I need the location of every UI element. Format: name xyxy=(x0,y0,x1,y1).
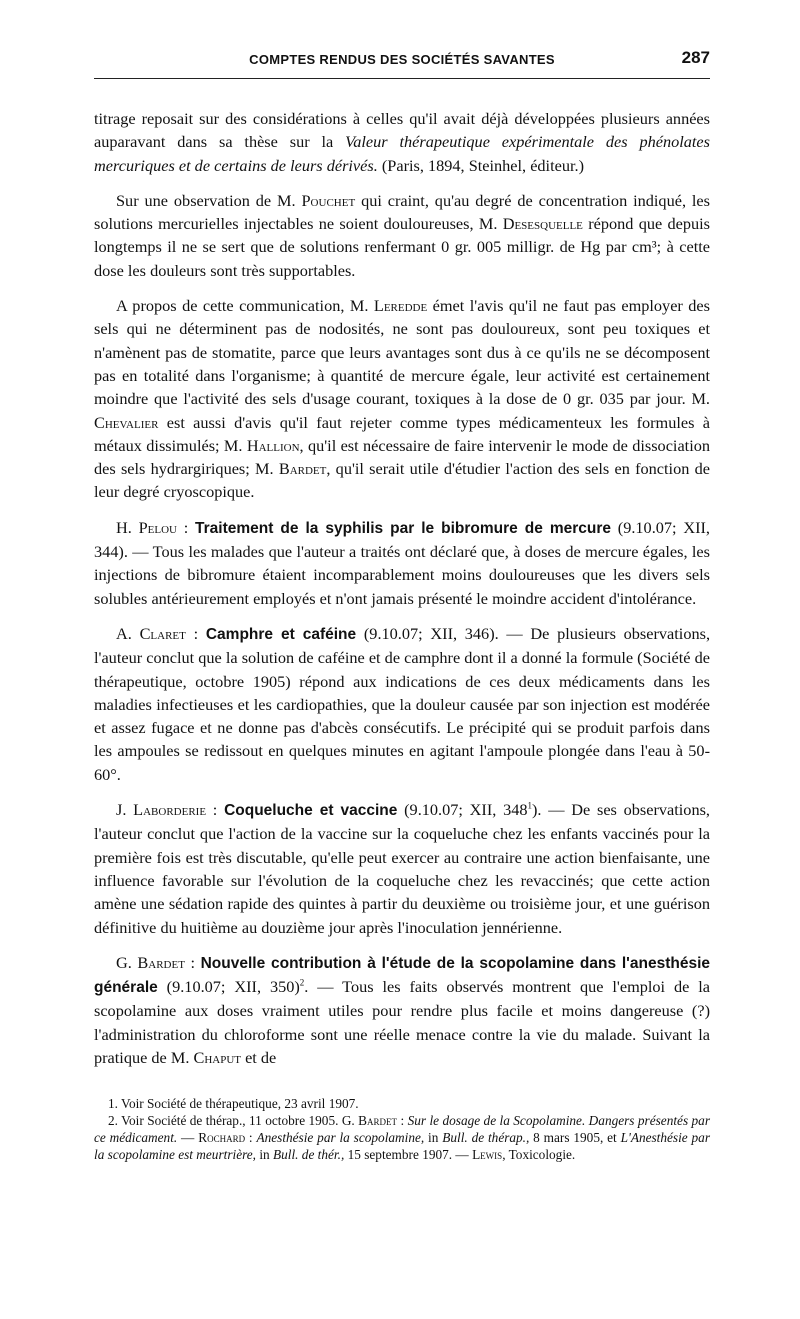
p7-text-a: — Tous les faits observés montrent que l'emploi de la scopolamine aux doses vraiment utiles pour rendre plus facile et moins dangereuse (?) l'administration du chloroforme sont une réelle menace contre la vie du malade. Suivant la pratique de M. xyxy=(94,977,710,1067)
p7-reference-end: . xyxy=(304,977,309,997)
p3-text-c: est aussi d'avis qu'il faut rejeter comme types médicamenteux les formules à métaux dissimulés; M. xyxy=(94,412,710,455)
p7-text-b: et de xyxy=(241,1047,277,1067)
p6-article-title: Coqueluche et vaccine xyxy=(224,802,398,820)
fn2-italic-5: Bull. de thér., xyxy=(273,1147,345,1163)
paragraph-2 xyxy=(94,189,710,282)
p5-text: — De plusieurs observations, l'auteur conclut que la solution de caféine et de camphre dont il a donné la formule (Société de thérapeutique, octobre 1905) répond aux indications de ces deux médicaments dans les maladies infectieuses et les cardiopathies, que la douleur causée par son injection est modérée et assez fugace et ne donne pas d'abcès consécutifs. Le précipité qui se produit parfois dans les ampoules se redissout en quelques minutes en agitant l'ampoule plongée dans l'eau à 50-60°. xyxy=(94,623,711,784)
p2-name-1: Pouchet xyxy=(301,190,356,210)
fn2-text-a: 2. Voir Société de thérap., 11 octobre 1905. G. xyxy=(108,1113,359,1129)
paragraph-7 xyxy=(94,951,710,1069)
fn2-text-d: : xyxy=(245,1130,257,1146)
p2-text-c: répond que depuis longtemps il ne se sert que de solutions renfermant 0 gr. 005 milligr. de Hg par cm³; à cette dose les douleurs sont très supportables. xyxy=(94,214,710,280)
fn2-text-e: in xyxy=(424,1130,443,1146)
p7-reference: (9.10.07; XII, 350) xyxy=(157,977,300,997)
paragraph-4 xyxy=(94,516,710,610)
fn2-text-b: : xyxy=(397,1113,408,1129)
paragraph-1 xyxy=(94,107,710,177)
fn2-text-i: , Toxicologie. xyxy=(502,1147,576,1163)
p3-text-b: émet l'avis qu'il ne faut pas employer des sels qui ne déterminent pas de nodosités, ne sont pas douloureux, sont peu toxiques et n'amènent pas de stomatite, parce que leurs avantages sont dus à ce qu'ils ne se décomposent pas en totalité dans l'organisme; à quantité de mercure égale, leur activité est certainement moindre que l'activité des sels d'usage courant, toxiques à la dose de 0 gr. 035 par jour. M. xyxy=(94,296,710,409)
p6-author-initial: J. xyxy=(116,800,134,820)
fn2-italic-2: Anesthésie par la scopolamine, xyxy=(256,1130,425,1146)
p4-author-initial: H. xyxy=(116,517,139,537)
fn2-italic-1: Sur le dosage de la Scopolamine. Dangers présentés par ce médicament. xyxy=(94,1113,711,1146)
p7-name: Chaput xyxy=(193,1047,241,1067)
fn2-text-g: in xyxy=(256,1147,273,1163)
p5-separator: : xyxy=(185,623,206,643)
body-text xyxy=(94,107,710,1069)
p3-name-2: Chevalier xyxy=(94,412,159,432)
p2-text-b: qui craint, qu'au degré de concentration indiqué, les solutions mercurielles injectables ne soient douloureuses, M. xyxy=(94,190,710,234)
fn2-name-1: Bardet xyxy=(358,1113,398,1129)
p3-name-1: Leredde xyxy=(373,296,428,316)
p3-text-e: , qu'il serait utile d'étudier l'action des sels en fonction de leur degré cryoscopique. xyxy=(94,459,710,502)
p2-name-2: Desesquelle xyxy=(502,214,583,234)
p7-article-title: Nouvelle contribution à l'étude de la scopolamine dans l'anesthésie générale xyxy=(94,954,710,997)
running-title: COMPTES RENDUS DES SOCIÉTÉS SAVANTES xyxy=(249,52,555,67)
p5-author: Claret xyxy=(139,623,186,643)
p5-reference: (9.10.07; XII, 346). xyxy=(356,623,499,643)
page xyxy=(94,44,710,1163)
fn2-text-c: — xyxy=(177,1130,199,1146)
footnote-2 xyxy=(94,1112,710,1163)
fn2-italic-3: Bull. de thérap., xyxy=(442,1130,530,1146)
p6-reference-end: ). xyxy=(532,800,542,820)
p4-article-title: Traitement de la syphilis par le bibromure de mercure xyxy=(195,519,612,537)
p7-footnote-marker: 2 xyxy=(299,977,305,988)
page-header xyxy=(94,44,710,74)
p4-separator: : xyxy=(176,517,196,537)
footnote-1: 1. Voir Société de thérapeutique, 23 avril 1907. xyxy=(108,1096,359,1112)
p3-name-3: Hallion xyxy=(246,435,300,455)
p1-text-a: titrage reposait sur des considérations à celles qu'il avait déjà développées plusieurs années auparavant dans sa thèse sur la xyxy=(94,109,710,152)
footnotes xyxy=(94,1095,710,1163)
paragraph-5 xyxy=(94,622,710,786)
p5-article-title: Camphre et caféine xyxy=(205,625,357,643)
p7-author-initial: G. xyxy=(116,952,138,972)
p6-footnote-marker: 1 xyxy=(527,800,532,811)
p5-author-initial: A. xyxy=(116,623,140,643)
paragraph-3 xyxy=(94,294,710,504)
p6-separator: : xyxy=(206,800,225,820)
p3-text-a: A propos de cette communication, M. xyxy=(116,296,374,316)
fn2-text-h: 15 septembre 1907. — xyxy=(344,1147,473,1163)
fn2-name-3: Lewis xyxy=(472,1147,503,1163)
p4-reference: (9.10.07; XII, 344). xyxy=(94,517,711,562)
p3-name-4: Bardet xyxy=(278,459,327,479)
p4-text: — Tous les malades que l'auteur a traités ont déclaré que, à doses de mercure égales, les injections de bibromure étaient incomparablement moins douloureuses que les divers sels solubles antérieurement employés et n'ont jamais présenté le moindre accident d'intolérance. xyxy=(94,542,710,608)
p6-author: Laborderie xyxy=(133,800,207,820)
p2-text-a: Sur une observation de M. xyxy=(116,190,302,210)
p7-separator: : xyxy=(184,952,201,972)
p6-text: — De ses observations, l'auteur conclut que l'action de la vaccine sur la coqueluche chez les enfants vaccinés pour la première fois est très discutable, qu'elle peut exercer au contraire une action bienfaisante, une influence favorable sur l'évolution de la coqueluche chez les revaccinés; que cette action amène une sédation rapide des quintes à partir du deuxième ou troisième jour, et une guérison définitive du huitième au douzième jour après l'inoculation jennérienne. xyxy=(94,800,710,937)
p4-author: Pelou xyxy=(138,517,177,537)
p1-text-c: (Paris, 1894, Steinhel, éditeur.) xyxy=(377,155,584,175)
fn2-text-f: 8 mars 1905, et xyxy=(529,1130,621,1146)
p1-title-italic: Valeur thérapeutique expérimentale des phénolates mercuriques et de certains de leurs dérivés. xyxy=(94,132,710,175)
p3-text-d: , qu'il est nécessaire de faire intervenir le mode de dissociation des sels hydrargiriques; M. xyxy=(94,435,710,479)
fn2-name-2: Rochard xyxy=(198,1130,246,1146)
p7-author: Bardet xyxy=(137,952,185,972)
page-number: 287 xyxy=(681,48,710,67)
p6-reference: (9.10.07; XII, 348 xyxy=(397,800,528,820)
paragraph-6 xyxy=(94,798,710,939)
header-rule xyxy=(94,78,710,79)
fn2-italic-4: L'Anesthésie par la scopolamine est meurtrière, xyxy=(94,1130,710,1163)
